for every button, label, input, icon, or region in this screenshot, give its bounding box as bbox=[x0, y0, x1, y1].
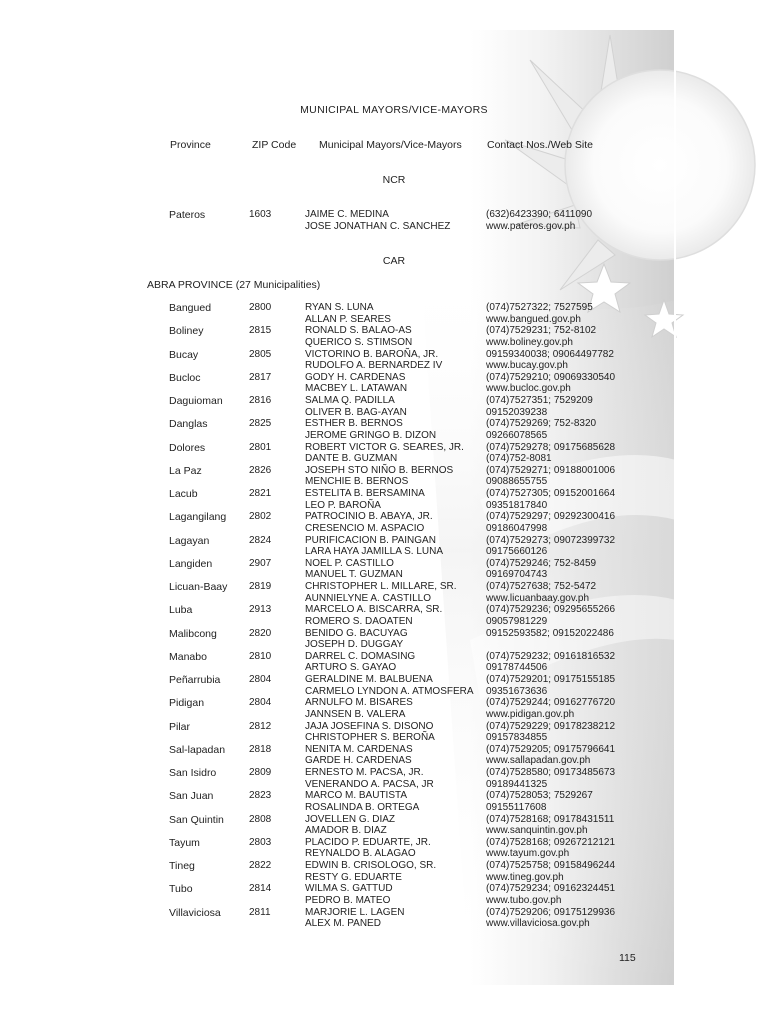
table-row bbox=[0, 302, 768, 325]
vice-mayor-name: ROMERO S. DAOATEN bbox=[305, 615, 413, 627]
contact-cell bbox=[486, 604, 615, 627]
contact-secondary: www.boliney.gov.ph bbox=[486, 336, 573, 348]
column-header-zip: ZIP Code bbox=[252, 139, 297, 151]
vice-mayor-name: AMADOR B. DIAZ bbox=[305, 825, 387, 836]
municipality-name: Danglas bbox=[169, 418, 208, 431]
contact-secondary: www.bucloc.gov.ph bbox=[486, 383, 571, 395]
zip-code: 2817 bbox=[249, 371, 272, 383]
contact-number: (074)7529236; 09295655266 bbox=[486, 604, 616, 616]
contact-secondary: www.bucay.gov.ph bbox=[486, 360, 568, 371]
mayor-name: PLACIDO P. EDUARTE, JR. bbox=[305, 836, 431, 848]
contact-number: (074)7527322; 7527595 bbox=[486, 302, 593, 313]
mayor-name: ROBERT VICTOR G. SEARES, JR. bbox=[305, 441, 464, 453]
contact-number: (074)7528168; 09178431511 bbox=[486, 813, 615, 825]
zip-code: 2804 bbox=[249, 674, 272, 685]
zip-code: 2820 bbox=[249, 627, 272, 639]
municipality-name: Daguioman bbox=[169, 395, 223, 407]
vice-mayor-name: ROSALINDA B. ORTEGA bbox=[305, 801, 420, 813]
vice-mayor-name: CHRISTOPHER S. BEROÑA bbox=[305, 732, 435, 743]
contact-secondary: www.pateros.gov.ph bbox=[486, 220, 576, 232]
municipality-name: San Quintin bbox=[169, 813, 224, 826]
vice-mayor-name: REYNALDO B. ALAGAO bbox=[305, 848, 416, 860]
table-row bbox=[0, 837, 768, 860]
contact-secondary: 09178744506 bbox=[486, 662, 548, 674]
vice-mayor-name: OLIVER B. BAG-AYAN bbox=[305, 406, 407, 418]
contact-secondary: www.tineg.gov.ph bbox=[486, 871, 564, 883]
mayor-name: VICTORINO B. BAROÑA, JR. bbox=[305, 348, 439, 360]
municipality-name: Pidigan bbox=[169, 697, 205, 710]
officials-cell bbox=[305, 837, 431, 860]
contact-number: (074)7529229; 09178238212 bbox=[486, 720, 616, 732]
table-row bbox=[0, 442, 768, 465]
municipality-name: Luba bbox=[169, 604, 193, 617]
zip-code: 2802 bbox=[249, 511, 272, 523]
officials-cell bbox=[305, 488, 425, 511]
mayor-name: JOVELLEN G. DIAZ bbox=[305, 813, 396, 825]
officials-cell bbox=[305, 442, 464, 465]
province-heading: ABRA PROVINCE (27 Municipalities) bbox=[147, 279, 321, 291]
zip-code: 2803 bbox=[249, 836, 272, 848]
table-row bbox=[0, 767, 768, 790]
zip-code: 2800 bbox=[249, 302, 272, 313]
table-row bbox=[0, 209, 768, 232]
mayor-name: MARJORIE L. LAGEN bbox=[305, 906, 405, 918]
contact-cell bbox=[486, 535, 615, 558]
municipality-name: Bangued bbox=[169, 302, 212, 314]
officials-cell bbox=[305, 372, 407, 395]
vice-mayor-name: QUERICO S. STIMSON bbox=[305, 336, 413, 348]
contact-number: (074)7527351; 7529209 bbox=[486, 395, 593, 406]
table-row bbox=[0, 325, 768, 348]
vice-mayor-name: AUNNIELYNE A. CASTILLO bbox=[305, 592, 431, 604]
zip-code: 2816 bbox=[249, 395, 272, 406]
vice-mayor-name: JEROME GRINGO B. DIZON bbox=[305, 429, 437, 441]
mayor-name: JAIME C. MEDINA bbox=[305, 209, 389, 220]
municipality-name: Tineg bbox=[169, 860, 195, 872]
mayor-name: WILMA S. GATTUD bbox=[305, 883, 393, 895]
page-title: MUNICIPAL MAYORS/VICE-MAYORS bbox=[300, 104, 488, 116]
mayor-name: GODY H. CARDENAS bbox=[305, 371, 406, 383]
zip-code: 2821 bbox=[249, 488, 272, 499]
mayor-name: ARNULFO M. BISARES bbox=[305, 697, 413, 709]
municipality-name: Pilar bbox=[169, 720, 191, 733]
contact-number: (074)7529269; 752-8320 bbox=[486, 418, 597, 430]
contact-secondary: 09152039238 bbox=[486, 406, 548, 418]
mayor-name: NENITA M. CARDENAS bbox=[305, 743, 413, 755]
contact-secondary: 09057981229 bbox=[486, 615, 548, 627]
officials-cell bbox=[305, 697, 413, 720]
contact-cell bbox=[486, 442, 615, 465]
table-row bbox=[0, 744, 768, 767]
mayor-name: ESTELITA B. BERSAMINA bbox=[305, 488, 425, 499]
vice-mayor-name: PEDRO B. MATEO bbox=[305, 894, 391, 906]
contact-secondary: www.pidigan.gov.ph bbox=[486, 708, 575, 720]
officials-cell bbox=[305, 628, 408, 651]
officials-cell bbox=[305, 674, 474, 697]
mayor-name: ERNESTO M. PACSA, JR. bbox=[305, 767, 424, 778]
contact-number: (074)7528168; 09267212121 bbox=[486, 836, 616, 848]
municipality-name: Boliney bbox=[169, 325, 204, 338]
zip-code: 2826 bbox=[249, 464, 272, 476]
municipality-name: Tayum bbox=[169, 836, 200, 849]
contact-cell bbox=[486, 790, 593, 813]
column-header-contact: Contact Nos./Web Site bbox=[487, 139, 594, 151]
officials-cell bbox=[305, 604, 442, 627]
vice-mayor-name: JOSEPH D. DUGGAY bbox=[305, 639, 404, 650]
table-row bbox=[0, 604, 768, 627]
vice-mayor-name: GARDE H. CARDENAS bbox=[305, 755, 412, 767]
contact-number: (074)7529271; 09188001006 bbox=[486, 464, 616, 476]
officials-cell bbox=[305, 511, 433, 534]
table-row bbox=[0, 488, 768, 511]
vice-mayor-name: VENERANDO A. PACSA, JR bbox=[305, 778, 434, 790]
zip-code: 2810 bbox=[249, 650, 272, 662]
mayor-name: SALMA Q. PADILLA bbox=[305, 395, 395, 406]
contact-secondary: www.tubo.gov.ph bbox=[486, 894, 562, 906]
contact-cell bbox=[486, 465, 615, 488]
contact-cell bbox=[486, 744, 615, 767]
municipality-name: Bucay bbox=[169, 348, 199, 361]
contact-cell bbox=[486, 302, 593, 325]
vice-mayor-name: CARMELO LYNDON A. ATMOSFERA bbox=[305, 685, 474, 697]
contact-number: (074)7529246; 752-8459 bbox=[486, 557, 597, 569]
contact-number: (074)7529205; 09175796641 bbox=[486, 743, 616, 755]
vice-mayor-name: JANNSEN B. VALERA bbox=[305, 708, 406, 720]
table-row bbox=[0, 628, 768, 651]
contact-secondary: www.sallapadan.gov.ph bbox=[486, 755, 591, 767]
officials-cell bbox=[305, 302, 391, 325]
municipality-name: Lagayan bbox=[169, 534, 210, 547]
contact-cell bbox=[486, 325, 596, 348]
vice-mayor-name: CRESENCIO M. ASPACIO bbox=[305, 522, 425, 534]
municipality-name: Langiden bbox=[169, 557, 213, 570]
contact-secondary: 09175660126 bbox=[486, 546, 548, 557]
mayor-name: EDWIN B. CRISOLOGO, SR. bbox=[305, 860, 437, 871]
officials-cell bbox=[305, 558, 403, 581]
municipality-name: Peñarrubia bbox=[169, 674, 221, 686]
mayor-name: BENIDO G. BACUYAG bbox=[305, 627, 408, 639]
municipality-name: Licuan-Baay bbox=[169, 581, 228, 593]
mayor-name: CHRISTOPHER L. MILLARE, SR. bbox=[305, 581, 457, 592]
contact-number: (074)7529278; 09175685628 bbox=[486, 441, 616, 453]
zip-code: 2812 bbox=[249, 720, 272, 732]
contact-number: (074)7528053; 7529267 bbox=[486, 790, 593, 802]
contact-number: 09152593582; 09152022486 bbox=[486, 627, 614, 639]
contact-secondary: 09155117608 bbox=[486, 801, 547, 813]
contact-cell bbox=[486, 349, 614, 372]
contact-number: (074)7529273; 09072399732 bbox=[486, 534, 616, 546]
contact-secondary: www.licuanbaay.gov.ph bbox=[486, 592, 590, 604]
table-row bbox=[0, 535, 768, 558]
page-number: 115 bbox=[619, 952, 636, 964]
officials-cell bbox=[305, 325, 412, 348]
municipality-name: Manabo bbox=[169, 650, 207, 663]
contact-secondary: 09189441325 bbox=[486, 778, 548, 790]
contact-secondary: 09266078565 bbox=[486, 429, 548, 441]
contact-cell bbox=[486, 628, 614, 640]
contact-number: (074)7525758; 09158496244 bbox=[486, 860, 616, 871]
contact-number: (074)7527638; 752-5472 bbox=[486, 581, 597, 592]
vice-mayor-name: ARTURO S. GAYAO bbox=[305, 662, 397, 674]
officials-cell bbox=[305, 860, 436, 883]
zip-code: 2822 bbox=[249, 860, 272, 871]
table-row bbox=[0, 511, 768, 534]
contact-cell bbox=[486, 767, 615, 790]
contact-secondary: (074)752-8081 bbox=[486, 453, 552, 464]
officials-cell bbox=[305, 790, 419, 813]
table-row bbox=[0, 814, 768, 837]
contact-secondary: 09088655755 bbox=[486, 476, 548, 488]
contact-number: (074)7527305; 09152001664 bbox=[486, 488, 616, 499]
contact-secondary: 09157834855 bbox=[486, 732, 548, 743]
officials-cell bbox=[305, 535, 443, 558]
contact-secondary: www.tayum.gov.ph bbox=[486, 848, 570, 860]
officials-cell bbox=[305, 349, 442, 372]
vice-mayor-name: DANTE B. GUZMAN bbox=[305, 453, 398, 464]
municipality-name: Sal-lapadan bbox=[169, 743, 226, 756]
contact-number: (074)7529231; 752-8102 bbox=[486, 325, 597, 337]
contact-secondary: www.sanquintin.gov.ph bbox=[486, 825, 588, 836]
vice-mayor-name: ALEX M. PANED bbox=[305, 918, 381, 929]
zip-code: 2811 bbox=[249, 906, 271, 918]
contact-cell bbox=[486, 860, 615, 883]
zip-code: 2805 bbox=[249, 348, 272, 360]
zip-code: 2907 bbox=[249, 557, 272, 569]
contact-number: 09159340038; 09064497782 bbox=[486, 348, 614, 360]
zip-code: 2818 bbox=[249, 743, 272, 755]
officials-cell bbox=[305, 395, 407, 418]
contact-number: (074)7529206; 09175129936 bbox=[486, 906, 616, 918]
zip-code: 2808 bbox=[249, 813, 272, 825]
vice-mayor-name: ALLAN P. SEARES bbox=[305, 313, 391, 325]
contact-cell bbox=[486, 372, 615, 395]
zip-code: 2815 bbox=[249, 325, 272, 337]
zip-code: 2823 bbox=[249, 790, 272, 802]
officials-cell bbox=[305, 744, 413, 767]
contact-number: (074)7529234; 09162324451 bbox=[486, 883, 616, 895]
table-row bbox=[0, 418, 768, 441]
mayor-name: GERALDINE M. BALBUENA bbox=[305, 674, 433, 685]
contact-cell bbox=[486, 814, 614, 837]
region-heading-ncr: NCR bbox=[382, 174, 406, 186]
mayor-name: DARREL C. DOMASING bbox=[305, 650, 416, 662]
contact-cell bbox=[486, 209, 592, 232]
contact-cell bbox=[486, 418, 596, 441]
contact-cell bbox=[486, 721, 615, 744]
contact-number: (074)7529244; 09162776720 bbox=[486, 697, 616, 709]
mayor-name: JOSEPH STO NIÑO B. BERNOS bbox=[305, 464, 454, 476]
zip-code: 2825 bbox=[249, 418, 272, 430]
contact-cell bbox=[486, 558, 596, 581]
municipality-name: Pateros bbox=[169, 209, 206, 221]
vice-mayor-name: MACBEY L. LATAWAN bbox=[305, 383, 408, 395]
vice-mayor-name: RESTY G. EDUARTE bbox=[305, 871, 402, 883]
contact-number: (074)7529297; 09292300416 bbox=[486, 511, 616, 523]
contact-cell bbox=[486, 674, 615, 697]
mayor-name: NOEL P. CASTILLO bbox=[305, 557, 394, 569]
contact-cell bbox=[486, 511, 615, 534]
municipality-name: Lacub bbox=[169, 488, 198, 500]
contact-cell bbox=[486, 907, 615, 930]
zip-code: 2824 bbox=[249, 534, 272, 546]
zip-code: 1603 bbox=[249, 209, 272, 220]
officials-cell bbox=[305, 581, 457, 604]
contact-cell bbox=[486, 837, 615, 860]
zip-code: 2801 bbox=[249, 441, 272, 453]
zip-code: 2913 bbox=[249, 604, 272, 616]
contact-secondary: www.villaviciosa.gov.ph bbox=[486, 918, 590, 929]
mayor-name: MARCO M. BAUTISTA bbox=[305, 790, 408, 802]
mayor-name: RYAN S. LUNA bbox=[305, 302, 374, 313]
contact-cell bbox=[486, 488, 615, 511]
table-row bbox=[0, 860, 768, 883]
municipality-name: Dolores bbox=[169, 441, 206, 454]
table-row bbox=[0, 697, 768, 720]
table-row bbox=[0, 883, 768, 906]
vice-mayor-name: LEO P. BAROÑA bbox=[305, 499, 381, 511]
vice-mayor-name: JOSE JONATHAN C. SANCHEZ bbox=[305, 220, 451, 232]
contact-cell bbox=[486, 651, 615, 674]
officials-cell bbox=[305, 883, 393, 906]
zip-code: 2809 bbox=[249, 767, 272, 778]
officials-cell bbox=[305, 814, 395, 837]
municipality-name: Villaviciosa bbox=[169, 906, 221, 919]
zip-code: 2819 bbox=[249, 581, 272, 592]
contact-number: (074)7529210; 09069330540 bbox=[486, 371, 616, 383]
municipality-name: Malibcong bbox=[169, 627, 217, 640]
mayor-name: ESTHER B. BERNOS bbox=[305, 418, 403, 430]
contact-cell bbox=[486, 581, 596, 604]
table-row bbox=[0, 651, 768, 674]
column-header-province: Province bbox=[170, 139, 211, 151]
table-row bbox=[0, 790, 768, 813]
mayor-name: PURIFICACION B. PAINGAN bbox=[305, 534, 436, 546]
officials-cell bbox=[305, 418, 436, 441]
mayor-name: MARCELO A. BISCARRA, SR. bbox=[305, 604, 443, 616]
municipality-name: Bucloc bbox=[169, 371, 201, 384]
zip-code: 2804 bbox=[249, 697, 272, 709]
vice-mayor-name: RUDOLFO A. BERNARDEZ IV bbox=[305, 360, 443, 371]
contact-cell bbox=[486, 395, 593, 418]
officials-cell bbox=[305, 767, 434, 790]
table-row bbox=[0, 581, 768, 604]
contact-secondary: 09351817840 bbox=[486, 499, 548, 511]
table-row bbox=[0, 349, 768, 372]
municipality-name: La Paz bbox=[169, 464, 202, 477]
officials-cell bbox=[305, 721, 435, 744]
column-header-officials: Municipal Mayors/Vice-Mayors bbox=[319, 139, 462, 151]
table-row bbox=[0, 465, 768, 488]
contact-secondary: 09169704743 bbox=[486, 569, 548, 581]
contact-secondary: 09186047998 bbox=[486, 522, 548, 534]
contact-cell bbox=[486, 697, 615, 720]
vice-mayor-name: MENCHIE B. BERNOS bbox=[305, 476, 409, 488]
vice-mayor-name: MANUEL T. GUZMAN bbox=[305, 569, 403, 581]
contact-number: (074)7528580; 09173485673 bbox=[486, 767, 616, 778]
officials-cell bbox=[305, 907, 404, 930]
officials-cell bbox=[305, 651, 415, 674]
table-row bbox=[0, 674, 768, 697]
contact-number: (632)6423390; 6411090 bbox=[486, 209, 593, 220]
zip-code: 2814 bbox=[249, 883, 272, 895]
vice-mayor-name: LARA HAYA JAMILLA S. LUNA bbox=[305, 546, 444, 557]
contact-number: (074)7529232; 09161816532 bbox=[486, 650, 616, 662]
contact-number: (074)7529201; 09175155185 bbox=[486, 674, 616, 685]
table-row bbox=[0, 558, 768, 581]
table-row bbox=[0, 372, 768, 395]
table-row bbox=[0, 395, 768, 418]
table-row bbox=[0, 907, 768, 930]
mayor-name: JAJA JOSEFINA S. DISONO bbox=[305, 720, 434, 732]
mayor-name: RONALD S. BALAO-AS bbox=[305, 325, 412, 337]
mayor-name: PATROCINIO B. ABAYA, JR. bbox=[305, 511, 433, 523]
municipality-name: Tubo bbox=[169, 883, 193, 896]
contact-secondary: www.bangued.gov.ph bbox=[486, 313, 581, 325]
officials-cell bbox=[305, 465, 453, 488]
contact-secondary: 09351673636 bbox=[486, 685, 548, 697]
officials-cell bbox=[305, 209, 450, 232]
municipality-name: Lagangilang bbox=[169, 511, 227, 524]
municipality-name: San Juan bbox=[169, 790, 214, 803]
table-row bbox=[0, 721, 768, 744]
contact-cell bbox=[486, 883, 615, 906]
region-heading-car: CAR bbox=[382, 255, 406, 267]
municipality-name: San Isidro bbox=[169, 767, 217, 779]
